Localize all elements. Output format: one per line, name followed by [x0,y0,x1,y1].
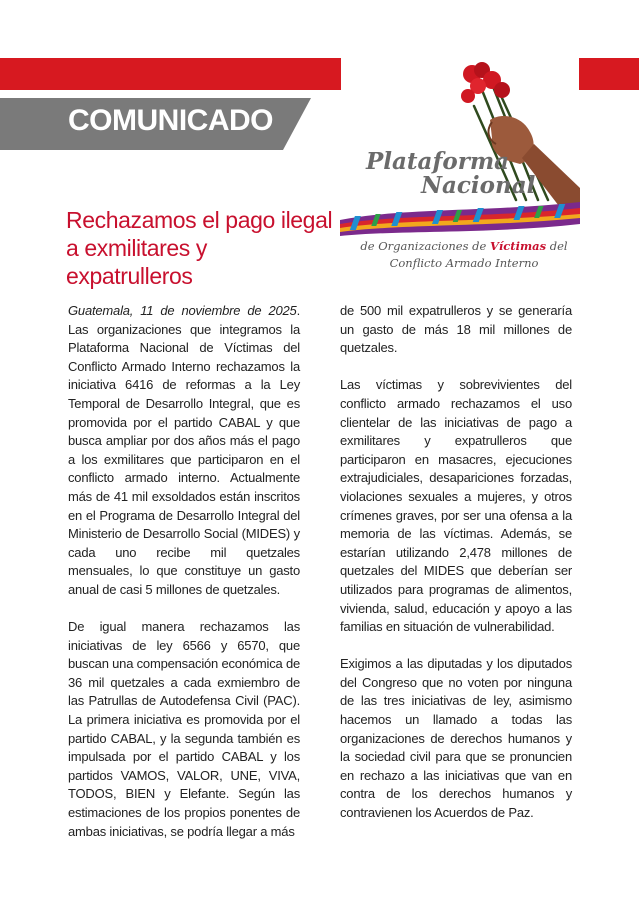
logo-subtitle-suffix: del [546,239,568,253]
logo-title-line-2: Nacional [421,172,536,199]
body-column-left [68,302,300,860]
logo-title [366,148,536,199]
logo-subtitle-line-2: Conflicto Armado Interno [389,256,539,270]
banner-title: COMUNICADO [68,104,273,137]
paragraph-2-continued: de 500 mil expatrulleros y se generaría un gasto de más 18 mil millones de quetzales. [340,303,572,356]
logo-title-line-1: Plataforma [366,148,510,175]
header-red-bar-right [579,58,639,90]
paragraph-3: Las víctimas y sobrevivientes del conflicto armado rechazamos el uso clientelar de las iniciativas de pago a exmilitares y expatrulleros que participaron en masacres, ejecuciones extrajudiciales, desapariciones forzadas, violaciones sexuales a mujeres, y otros crímenes graves, por ser una ofensa a la memoria de las víctimas. Además, se estarían utilizando 2,478 millones de quetzales del MIDES que deberían ser utilizados para programas de alimentos, vivienda, salud, educación y apoyo a las familias en situación de vulnerabilidad. [340,377,572,635]
logo-subtitle-highlight: Víctimas [490,239,547,253]
dateline: Guatemala, 11 de noviembre de 2025 [68,303,297,318]
logo-subtitle-prefix: de Organizaciones de [360,239,490,253]
woven-textile-band [340,202,580,236]
headline [66,206,336,290]
header-red-bar-left [0,58,341,90]
paragraph-4: Exigimos a las diputadas y los diputados del Congreso que no voten por ninguna de las tres iniciativas de ley, asimismo hacemos un llamado a todas las organizaciones de derechos humanos y la sociedad civil para que se pronuncien en rechazo a las iniciativas que van en contra de los derechos humanos y contravienen los Acuerdos de Paz. [340,656,572,821]
logo-subtitle [348,238,580,272]
paragraph-1-text: . Las organizaciones que integramos la Plataforma Nacional de Víctimas del Conflicto Armado Interno rechazamos la iniciativa 6416 de reformas a la Ley Temporal de Desarrollo Integral, que es promovida por el partido CABAL y que busca ampliar por dos años más el pago a los exmilitares que participaron en el conflicto armado interno. Actualmente más de 41 mil exsoldados están inscritos en el Programa de Desarrollo Integral del Ministerio de Desarrollo Social (MIDES) y cada uno recibe mil quetzales mensuales, lo que constituye un gasto anual de casi 5 millones de quetzales. [68,303,300,597]
headline-line-2: a exmilitares y expatrulleros [66,235,207,289]
paragraph-1 [68,302,300,600]
paragraph-2: De igual manera rechazamos las iniciativas de ley 6566 y 6570, que buscan una compensación económica de 36 mil quetzales a cada exmiembro de las Patrullas de Autodefensa Civil (PAC). La primera iniciativa es promovida por el partido CABAL, y la segunda también es impulsada por el partido CABAL y los partidos VAMOS, VALOR, UNE, VIVA, TODOS, BIEN y Elefante. Según las estimaciones de los propios ponentes de ambas iniciativas, se podría llegar a más [68,619,301,839]
headline-line-1: Rechazamos el pago ilegal [66,207,333,233]
body-column-right [340,302,572,841]
